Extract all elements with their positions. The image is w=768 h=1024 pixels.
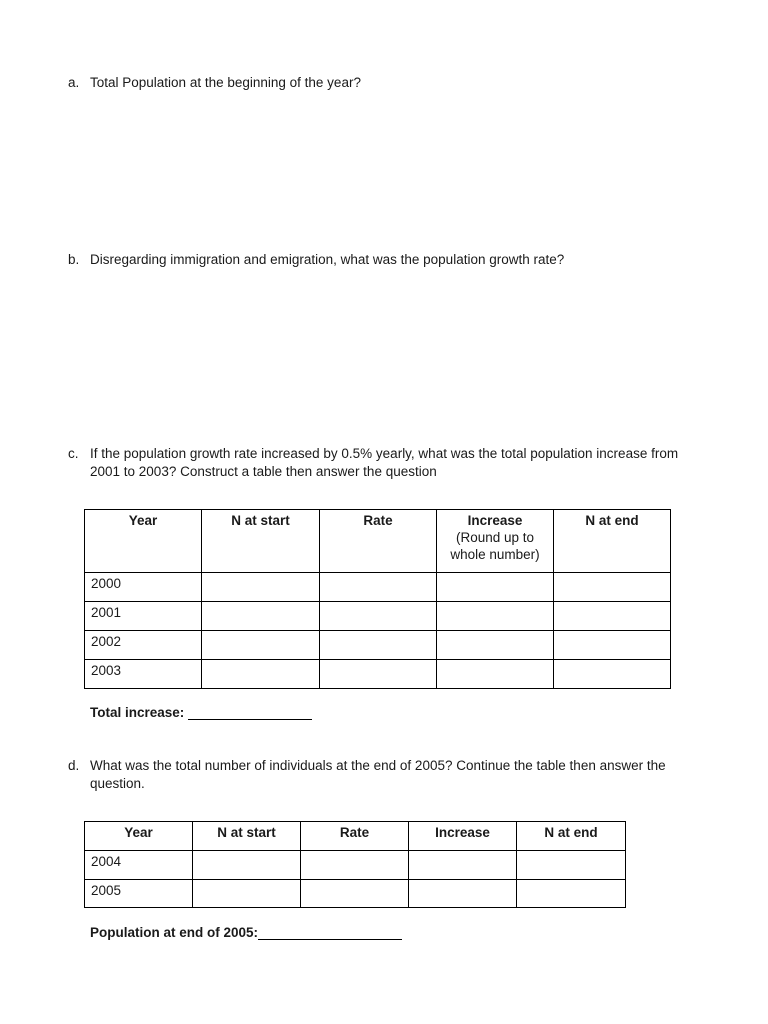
cell-rate[interactable] xyxy=(301,851,409,880)
cell-n-end[interactable] xyxy=(554,660,671,689)
cell-n-start[interactable] xyxy=(202,631,320,660)
cell-n-end[interactable] xyxy=(517,880,626,908)
cell-increase[interactable] xyxy=(409,851,517,880)
table-row xyxy=(85,631,671,660)
table-row xyxy=(85,851,626,880)
growth-table-2000-2003 xyxy=(84,509,671,689)
question-c-text: If the population growth rate increased by 0.5% yearly, what was the total population increase from 2001 to 2003? Construct a table then answer the question xyxy=(90,446,679,479)
table-row xyxy=(85,602,671,631)
table-header-row xyxy=(85,822,626,851)
question-d-text: What was the total number of individuals at the end of 2005? Continue the table then answer the question. xyxy=(90,758,666,791)
cell-rate[interactable] xyxy=(320,631,437,660)
cell-n-start[interactable] xyxy=(202,602,320,631)
table-row xyxy=(85,880,626,908)
question-d xyxy=(68,757,708,793)
header-rate: Rate xyxy=(301,822,409,851)
question-b-letter: b. xyxy=(68,252,80,267)
cell-increase[interactable] xyxy=(409,880,517,908)
population-end-blank[interactable] xyxy=(258,925,402,940)
row-year: 2005 xyxy=(85,880,193,908)
total-increase-label: Total increase: xyxy=(90,705,185,720)
header-year: Year xyxy=(85,510,202,573)
total-increase-line xyxy=(90,705,312,720)
cell-n-end[interactable] xyxy=(554,631,671,660)
cell-increase[interactable] xyxy=(437,573,554,602)
row-year: 2002 xyxy=(85,631,202,660)
row-year: 2001 xyxy=(85,602,202,631)
question-c-letter: c. xyxy=(68,446,79,461)
cell-rate[interactable] xyxy=(320,602,437,631)
row-year: 2000 xyxy=(85,573,202,602)
table-header-row xyxy=(85,510,671,573)
question-a xyxy=(68,74,708,92)
cell-rate[interactable] xyxy=(320,573,437,602)
question-a-text: Total Population at the beginning of the year? xyxy=(90,75,361,90)
header-year: Year xyxy=(85,822,193,851)
header-increase: Increase xyxy=(409,822,517,851)
header-increase xyxy=(437,510,554,573)
row-year: 2004 xyxy=(85,851,193,880)
cell-n-start[interactable] xyxy=(193,880,301,908)
header-increase-note-1: (Round up to xyxy=(455,530,535,545)
cell-n-end[interactable] xyxy=(554,602,671,631)
question-a-letter: a. xyxy=(68,75,80,90)
cell-n-start[interactable] xyxy=(193,851,301,880)
cell-n-end[interactable] xyxy=(517,851,626,880)
table-row xyxy=(85,660,671,689)
row-year: 2003 xyxy=(85,660,202,689)
cell-rate[interactable] xyxy=(320,660,437,689)
cell-increase[interactable] xyxy=(437,602,554,631)
cell-n-end[interactable] xyxy=(554,573,671,602)
header-increase-note-2: whole number) xyxy=(450,547,540,562)
question-c xyxy=(68,445,708,481)
population-end-line xyxy=(90,925,402,940)
growth-table-2004-2005 xyxy=(84,821,626,908)
header-rate: Rate xyxy=(320,510,437,573)
question-b xyxy=(68,251,708,269)
cell-n-start[interactable] xyxy=(202,660,320,689)
header-n-start: N at start xyxy=(193,822,301,851)
cell-n-start[interactable] xyxy=(202,573,320,602)
total-increase-blank[interactable] xyxy=(188,705,312,720)
header-n-end: N at end xyxy=(517,822,626,851)
question-b-text: Disregarding immigration and emigration, what was the population growth rate? xyxy=(90,252,565,267)
cell-rate[interactable] xyxy=(301,880,409,908)
population-end-label: Population at end of 2005: xyxy=(90,925,259,940)
header-n-start: N at start xyxy=(202,510,320,573)
cell-increase[interactable] xyxy=(437,660,554,689)
header-increase-label: Increase xyxy=(467,513,523,528)
table-row xyxy=(85,573,671,602)
question-d-letter: d. xyxy=(68,758,80,773)
header-n-end: N at end xyxy=(554,510,671,573)
cell-increase[interactable] xyxy=(437,631,554,660)
